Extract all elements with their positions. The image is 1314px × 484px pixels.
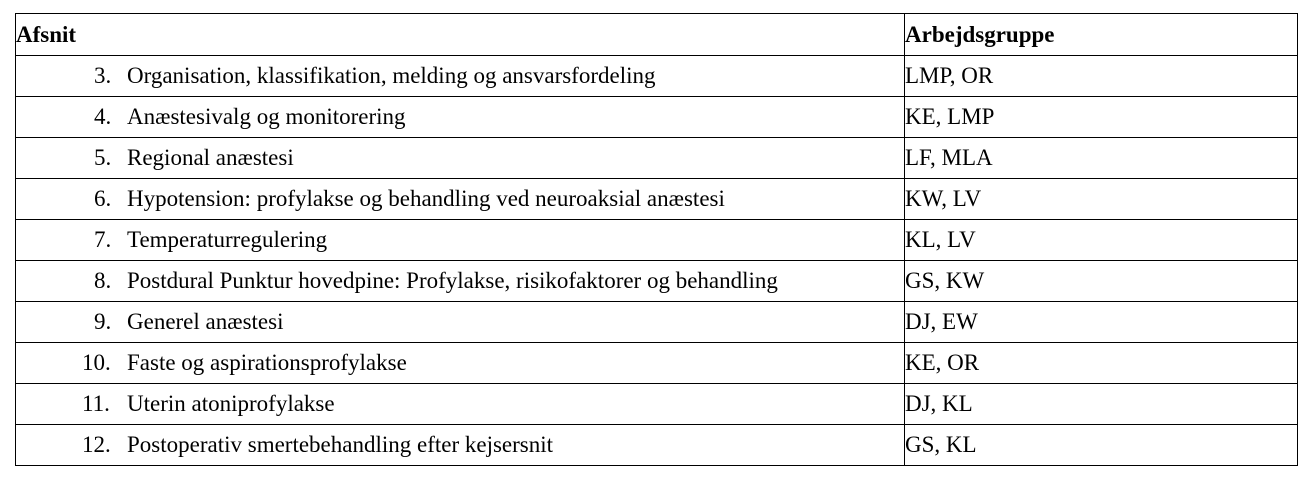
group-cell: KW, LV — [905, 179, 1298, 220]
header-section: Afsnit — [16, 14, 905, 56]
section-cell — [16, 220, 905, 261]
section-cell — [16, 384, 905, 425]
section-number: 5. — [94, 145, 112, 170]
section-title: Temperaturregulering — [127, 227, 328, 252]
table-row — [16, 56, 1298, 97]
table-body — [16, 56, 1298, 466]
table-row — [16, 220, 1298, 261]
section-cell — [16, 302, 905, 343]
section-title: Organisation, klassifikation, melding og ansvarsfordeling — [127, 63, 656, 88]
section-cell — [16, 97, 905, 138]
section-title: Anæstesivalg og monitorering — [127, 104, 406, 129]
section-cell — [16, 138, 905, 179]
section-title: Postdural Punktur hovedpine: Profylakse, risikofaktorer og behandling — [127, 268, 778, 293]
group-cell: KL, LV — [905, 220, 1298, 261]
table-row — [16, 425, 1298, 466]
table-row — [16, 261, 1298, 302]
section-cell — [16, 179, 905, 220]
section-title: Postoperativ smertebehandling efter kejsersnit — [127, 432, 554, 457]
group-cell: KE, LMP — [905, 97, 1298, 138]
section-number: 7. — [94, 227, 112, 252]
header-group: Arbejdsgruppe — [905, 14, 1298, 56]
table-row — [16, 179, 1298, 220]
section-title: Hypotension: profylakse og behandling ved neuroaksial anæstesi — [127, 186, 725, 211]
group-cell: DJ, EW — [905, 302, 1298, 343]
section-title: Faste og aspirationsprofylakse — [127, 350, 407, 375]
section-number: 4. — [94, 104, 112, 129]
table-row — [16, 138, 1298, 179]
table-row — [16, 343, 1298, 384]
section-number: 6. — [94, 186, 112, 211]
section-number: 10. — [82, 350, 111, 375]
section-number: 8. — [94, 268, 112, 293]
section-cell — [16, 56, 905, 97]
section-number: 9. — [94, 309, 112, 334]
section-number: 12. — [82, 432, 111, 457]
section-title: Uterin atoniprofylakse — [127, 391, 335, 416]
section-number: 3. — [94, 63, 112, 88]
group-cell: GS, KL — [905, 425, 1298, 466]
section-cell — [16, 261, 905, 302]
section-number: 11. — [82, 391, 110, 416]
table-row — [16, 302, 1298, 343]
section-cell — [16, 343, 905, 384]
group-cell: KE, OR — [905, 343, 1298, 384]
table-row — [16, 97, 1298, 138]
table-header-row — [16, 14, 1298, 56]
group-cell: LF, MLA — [905, 138, 1298, 179]
group-cell: DJ, KL — [905, 384, 1298, 425]
section-title: Generel anæstesi — [127, 309, 284, 334]
group-cell: LMP, OR — [905, 56, 1298, 97]
table-row — [16, 384, 1298, 425]
group-cell: GS, KW — [905, 261, 1298, 302]
section-title: Regional anæstesi — [127, 145, 294, 170]
section-cell — [16, 425, 905, 466]
section-assignment-table — [15, 13, 1298, 466]
